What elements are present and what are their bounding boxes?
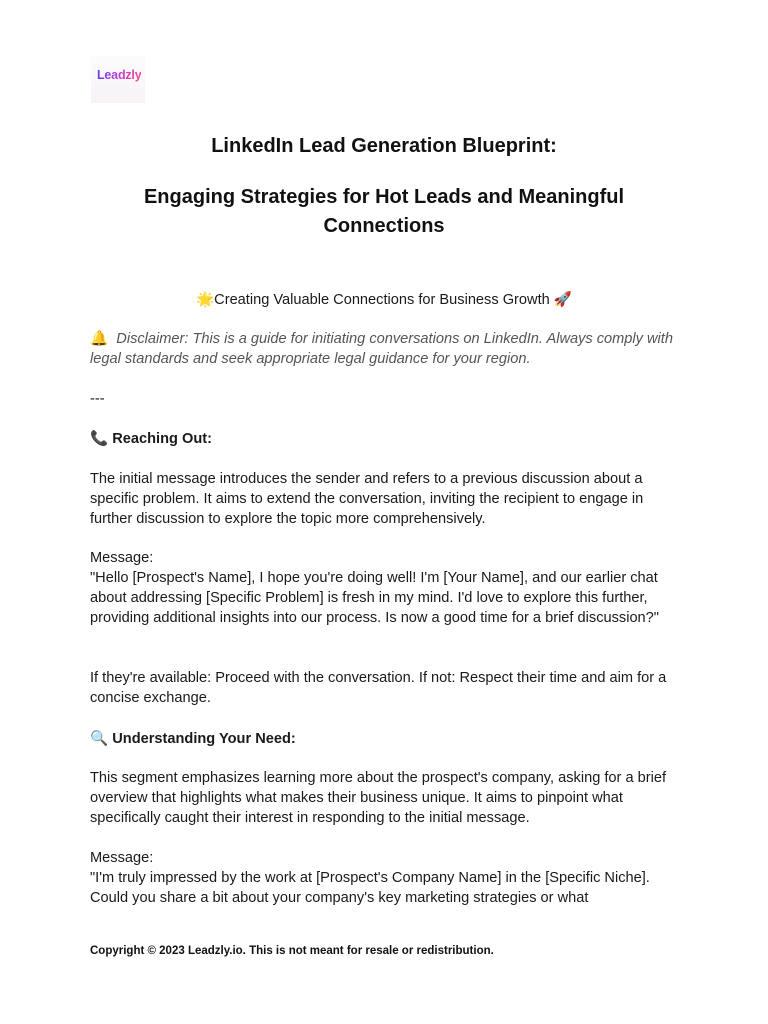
- separator: ---: [90, 391, 105, 407]
- bell-icon: 🔔: [90, 331, 109, 347]
- copyright-footer: Copyright © 2023 Leadzly.io. This is not meant for resale or redistribution.: [90, 945, 494, 957]
- tagline-text: Creating Valuable Connections for Business Growth: [214, 292, 550, 308]
- section1-description: The initial message introduces the sender and refers to a previous discussion about a specific problem. It aims to extend the conversation, inviting the recipient to engage in further discussion to explore the topic more comprehensively.: [90, 471, 644, 527]
- section-heading-reaching-out: [90, 429, 680, 449]
- disclaimer: [90, 329, 680, 369]
- section1-message: "Hello [Prospect's Name], I hope you're doing well! I'm [Your Name], and our earlier chat about addressing [Specific Problem] is fresh in my mind. I'd love to explore this further, providing additional insights into our process. Is now a good time for a brief discussion?": [90, 570, 659, 626]
- section2-description: This segment emphasizes learning more about the prospect's company, asking for a brief overview that highlights what makes their business unique. It aims to pinpoint what specifically caught their interest in responding to the initial message.: [90, 770, 667, 826]
- logo-text: Leadzly: [97, 68, 142, 82]
- section-heading-text: Reaching Out:: [112, 431, 212, 447]
- section2-message-label: Message:: [90, 850, 154, 866]
- disclaimer-text: Disclaimer: This is a guide for initiating conversations on LinkedIn. Always comply with legal standards and seek appropriate legal guidance for your region.: [90, 331, 673, 367]
- phone-icon: 📞: [90, 431, 109, 447]
- section2-message: "I'm truly impressed by the work at [Prospect's Company Name] in the [Specific Niche]. Could you share a bit about your company's key marketing strategies or what: [90, 870, 650, 906]
- section1-followup: If they're available: Proceed with the conversation. If not: Respect their time and aim for a concise exchange.: [90, 670, 667, 706]
- rocket-icon: 🚀: [553, 292, 572, 308]
- leadzly-logo: [91, 55, 145, 103]
- section-heading-understanding: [90, 729, 680, 749]
- tagline: [90, 290, 678, 310]
- magnifier-icon: 🔍: [90, 731, 109, 747]
- section-heading-text: Understanding Your Need:: [112, 731, 296, 747]
- section1-message-label: Message:: [90, 550, 154, 566]
- star-icon: 🌟: [196, 292, 215, 308]
- document-title: LinkedIn Lead Generation Blueprint:: [211, 135, 557, 157]
- document-subtitle-heading: Engaging Strategies for Hot Leads and Meaningful Connections: [143, 186, 625, 237]
